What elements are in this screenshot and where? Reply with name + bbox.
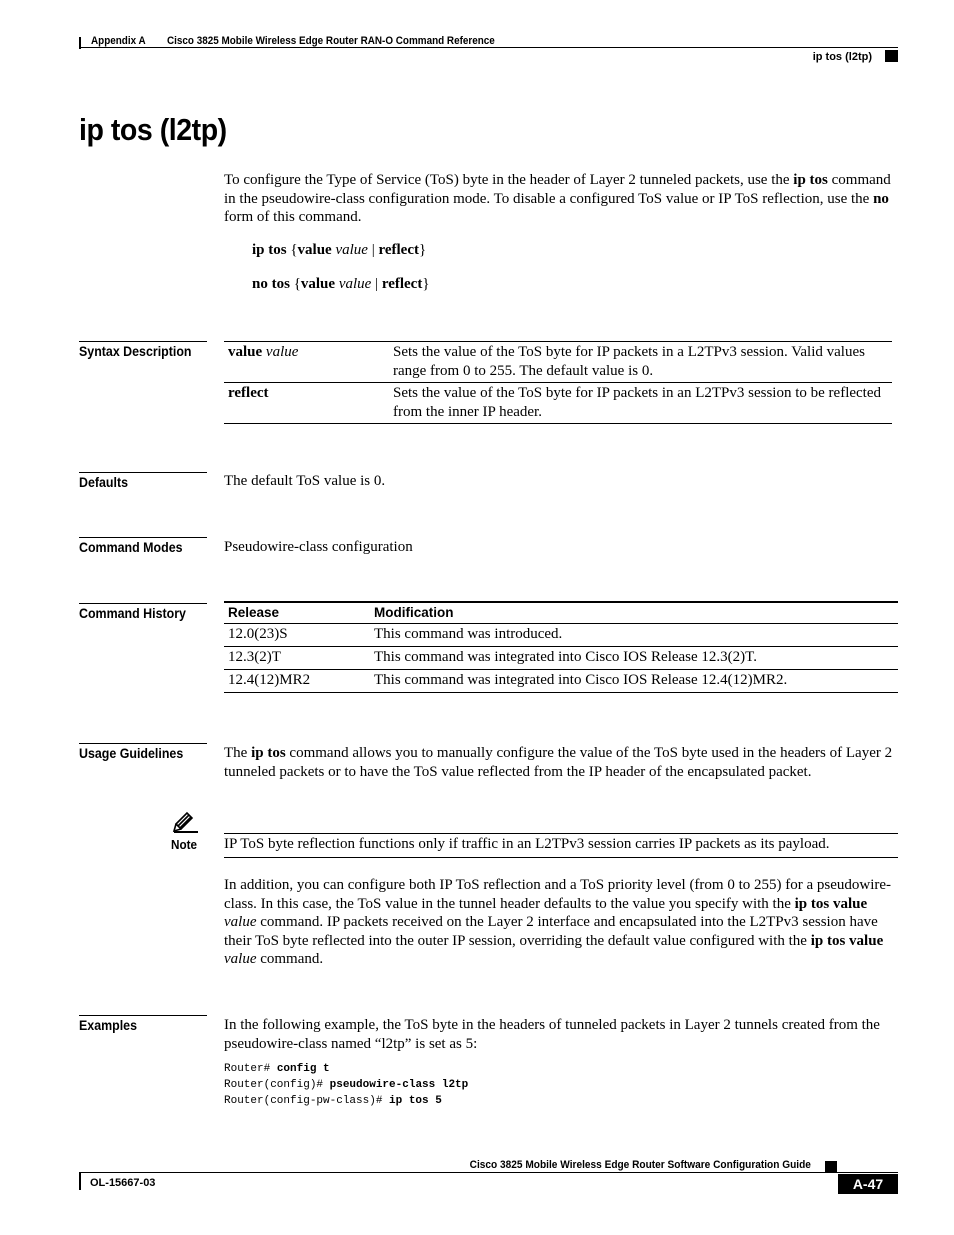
column-header-modification: Modification (370, 602, 898, 624)
table-row (224, 647, 898, 670)
footer-doc-id: OL-15667-03 (90, 1177, 156, 1189)
note-text: IP ToS byte reflection functions only if traffic in an L2TPv3 session carries IP packets as its payload. (224, 836, 830, 852)
header-block (885, 50, 898, 62)
release-cell: 12.0(23)S (224, 624, 370, 647)
table-row (224, 670, 898, 693)
code-line: Router# config t (224, 1063, 330, 1075)
modification-cell: This command was integrated into Cisco IOS Release 12.4(12)MR2. (370, 670, 898, 693)
footer-block (825, 1161, 837, 1172)
release-cell: 12.4(12)MR2 (224, 670, 370, 693)
modification-cell: This command was integrated into Cisco IOS Release 12.3(2)T. (370, 647, 898, 670)
page-title: ip tos (l2tp) (79, 112, 227, 147)
header-section: ip tos (l2tp) (812, 51, 872, 63)
footer-guide-title: Cisco 3825 Mobile Wireless Edge Router Software Configuration Guide (469, 1159, 811, 1171)
note-label: Note (171, 837, 198, 852)
modes-text: Pseudowire-class configuration (224, 539, 413, 555)
section-command-modes: Command Modes (79, 537, 207, 555)
section-examples: Examples (79, 1015, 207, 1033)
syntax-description-table (224, 341, 892, 424)
table-row (224, 624, 898, 647)
column-header-release: Release (224, 602, 370, 624)
section-usage-guidelines: Usage Guidelines (79, 743, 207, 761)
code-block (224, 1061, 468, 1109)
table-header-row (224, 602, 898, 624)
footer-rule (80, 1172, 898, 1173)
header-chapter: Cisco 3825 Mobile Wireless Edge Router RAN-O Command Reference (167, 35, 495, 47)
syntax-keyword-cell: reflect (224, 383, 389, 424)
page-number: A-47 (838, 1174, 898, 1194)
header-rule (80, 47, 898, 48)
section-syntax-description: Syntax Description (79, 341, 207, 359)
section-defaults: Defaults (79, 472, 207, 490)
release-cell: 12.3(2)T (224, 647, 370, 670)
note-rule-bottom (224, 857, 898, 858)
code-line: Router(config)# pseudowire-class l2tp (224, 1079, 469, 1091)
syntax-desc-cell: Sets the value of the ToS byte for IP packets in a L2TPv3 session. Valid values range from 0 to 255. The default value is 0. (393, 344, 865, 379)
code-line: Router(config-pw-class)# ip tos 5 (224, 1095, 442, 1107)
footer-bar (79, 1172, 81, 1190)
syntax-line-ip-tos: ip tos {value value | reflect} (252, 242, 427, 258)
header-appendix: Appendix A (91, 35, 146, 47)
modification-cell: This command was introduced. (370, 624, 898, 647)
usage-paragraph-2: In addition, you can configure both IP ToS reflection and a ToS priority level (from 0 to 255) for a pseudowire-class. In this case, the ToS value in the tunnel header defaults to the value you specify with the ip tos value value command. IP packets received on the Layer 2 interface and encapsulated into the L2TPv3 session have their ToS byte reflected into the outer IP session, overriding the default value configured with the ip tos value value command. (224, 877, 892, 967)
section-command-history: Command History (79, 603, 207, 621)
table-row (224, 342, 892, 383)
syntax-desc-cell: Sets the value of the ToS byte for IP packets in an L2TPv3 session to be reflected from the inner IP header. (389, 383, 892, 424)
defaults-text: The default ToS value is 0. (224, 473, 386, 489)
command-history-table (224, 601, 898, 693)
note-rule-top (224, 833, 898, 834)
syntax-keyword-cell: value value (228, 344, 299, 360)
syntax-line-no-tos: no tos {value value | reflect} (252, 276, 430, 292)
table-row (224, 383, 892, 424)
note-pencil-icon (172, 808, 200, 834)
examples-text: In the following example, the ToS byte in the headers of tunneled packets in Layer 2 tunnels created from the pseudowire-class named “l2tp” is set as 5: (224, 1017, 880, 1052)
intro-paragraph: To configure the Type of Service (ToS) byte in the header of Layer 2 tunneled packets, use the ip tos command in the pseudowire-class configuration mode. To disable a configured ToS value or IP ToS reflection, use the no form of this command. (224, 172, 891, 225)
usage-paragraph: The ip tos command allows you to manually configure the value of the ToS byte used in the headers of Layer 2 tunneled packets or to have the ToS value reflected from the IP header of the encapsulated packet. (224, 745, 893, 780)
